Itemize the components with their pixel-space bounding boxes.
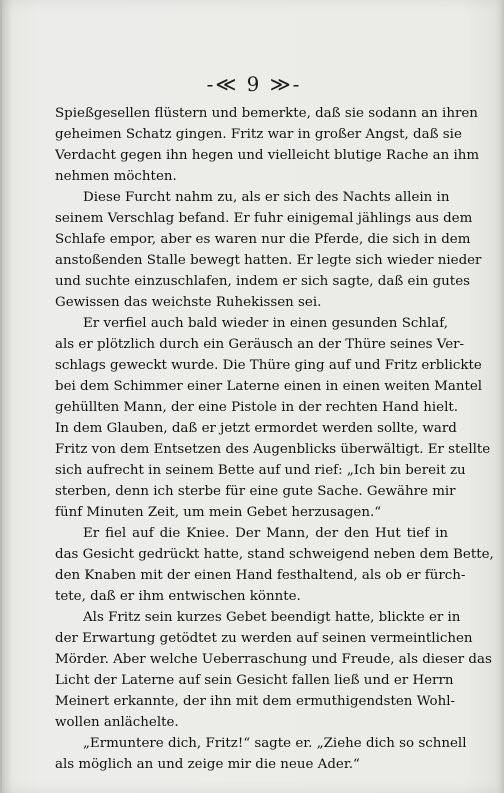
text-line: nehmen möchten. — [55, 169, 177, 184]
text-line: „Ermuntere dich, Fritz!“ sagte er. „Ziehe dich so schnell — [83, 736, 467, 751]
text-line: sich aufrecht in seinem Bette auf und rief: „Ich bin bereit zu — [55, 463, 466, 478]
body-text — [55, 103, 494, 775]
text-line: als möglich an und zeige mir die neue Ader.“ — [55, 757, 360, 772]
text-line: Fritz von dem Entsetzen des Augenblicks überwältigt. Er stellte — [55, 442, 491, 457]
text-line: Licht der Laterne auf sein Gesicht fallen ließ und er Herrn — [55, 673, 454, 688]
text-line: anstoßenden Stalle bewegt hatten. Er legte sich wieder nieder — [55, 253, 482, 268]
page-number: -≪ 9 ≫- — [206, 72, 302, 96]
text-line: Als Fritz sein kurzes Gebet beendigt hatte, blickte er in — [83, 610, 461, 625]
text-line: Gewissen das weichste Ruhekissen sei. — [55, 295, 322, 310]
text-line: der Erwartung getödtet zu werden auf seinen vermeintlichen — [55, 631, 473, 646]
text-line: das Gesicht gedrückt hatte, stand schweigend neben dem Bette, — [55, 547, 494, 562]
text-line: Mörder. Aber welche Ueberraschung und Freude, als dieser das — [55, 652, 492, 667]
text-line: seinem Verschlag befand. Er fuhr einigemal jählings aus dem — [55, 211, 473, 226]
text-line: fünf Minuten Zeit, um mein Gebet herzusagen.“ — [55, 505, 382, 520]
text-line: In dem Glauben, daß er jetzt ermordet werden sollte, ward — [55, 421, 457, 436]
text-line: tete, daß er ihm entwischen könnte. — [55, 589, 301, 604]
text-line: Meinert erkannte, der ihn mit dem ermuthigendsten Wohl- — [55, 694, 456, 709]
text-line: gehüllten Mann, der eine Pistole in der rechten Hand hielt. — [55, 400, 459, 415]
text-line: schlags geweckt wurde. Die Thüre ging auf und Fritz erblickte — [55, 358, 482, 373]
text-line: Spießgesellen flüstern und bemerkte, daß sie sodann an ihren — [55, 106, 478, 121]
text-line: und suchte einzuschlafen, indem er sich sagte, daß ein gutes — [55, 274, 470, 289]
text-line: Verdacht gegen ihn hegen und vielleicht blutige Rache an ihm — [55, 148, 480, 163]
text-line: Schlafe empor, aber es waren nur die Pferde, die sich in dem — [55, 232, 471, 247]
text-line: Diese Furcht nahm zu, als er sich des Nachts allein in — [83, 190, 450, 205]
text-line: als er plötzlich durch ein Geräusch an der Thüre seines Ver- — [55, 337, 465, 352]
text-line: wollen anlächelte. — [55, 715, 179, 730]
text-line: Er verfiel auch bald wieder in einen gesunden Schlaf, — [83, 316, 448, 331]
text-line: bei dem Schimmer einer Laterne einen in einen weiten Mantel — [55, 379, 483, 394]
text-line: geheimen Schatz gingen. Fritz war in großer Angst, daß sie — [55, 127, 462, 142]
text-line: sterben, denn ich sterbe für eine gute Sache. Gewähre mir — [55, 484, 456, 499]
text-line: den Knaben mit der einen Hand festhaltend, als ob er fürch- — [55, 568, 466, 583]
text-line: Er fiel auf die Kniee. Der Mann, der den Hut tief in — [83, 526, 448, 541]
